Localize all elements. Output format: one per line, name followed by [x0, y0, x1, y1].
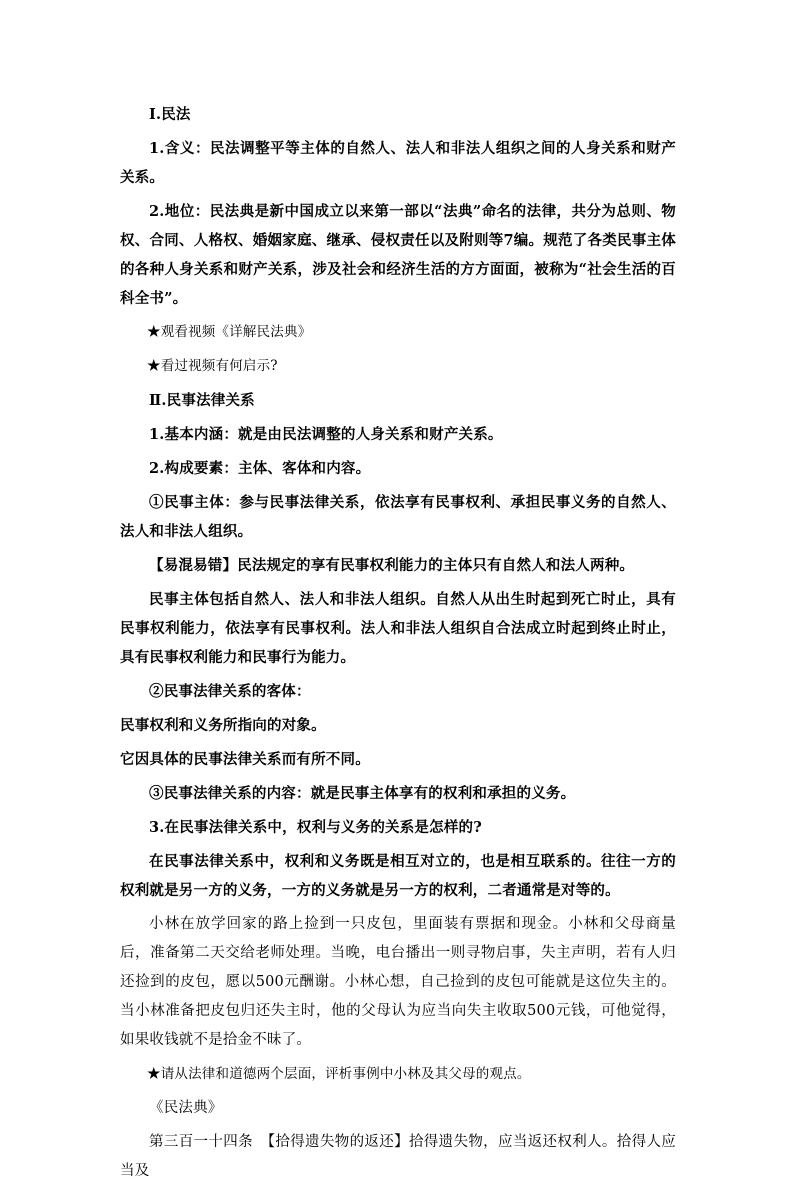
civil-code-status: 2.地位：民法典是新中国成立以来第一部以“法典”命名的法律，共分为总则、物权、合同、人格权、婚姻家庭、继承、侵权责任以及附则等7编。规范了各类民事主体的各种人身关系和财产关系，涉及社会和经济生活的方方面面，被称为“社会生活的百科全书”。 [120, 203, 676, 307]
section-heading-civil-law: Ⅰ.民法 [149, 106, 191, 123]
common-mistake: 【易混易错】民法规定的享有民事权利能力的主体只有自然人和法人两种。 [149, 557, 635, 574]
task-evaluate-case: ★请从法律和道德两个层面，评析事例中小林及其父母的观点。 [147, 1066, 531, 1082]
civil-subject-definition: ①民事主体：参与民事法律关系，依法享有民事权利、承担民事义务的自然人、法人和非法人组织。 [120, 494, 676, 540]
content-definition: ③民事法律关系的内容：就是民事主体享有的权利和承担的义务。 [149, 785, 576, 802]
task-video-inspiration: ★看过视频有何启示? [147, 358, 278, 374]
constituent-elements: 2.构成要素：主体、客体和内容。 [149, 460, 371, 477]
document-body [120, 100, 676, 1191]
section-heading-civil-legal-relations: Ⅱ.民事法律关系 [149, 392, 255, 409]
basic-connotation: 1.基本内涵：就是由民法调整的人身关系和财产关系。 [149, 426, 503, 443]
civil-law-definition: 1.含义：民法调整平等主体的自然人、法人和非法人组织之间的人身关系和财产关系。 [120, 140, 676, 186]
object-line-2: 它因具体的民事法律关系而有所不同。 [120, 751, 370, 768]
answer-rights-duties: 在民事法律关系中，权利和义务既是相互对立的，也是相互联系的。往往一方的权利就是另一方的义务，一方的义务就是另一方的权利，二者通常是对等的。 [120, 853, 676, 899]
object-heading: ②民事法律关系的客体： [149, 683, 311, 700]
object-line-1: 民事权利和义务所指向的对象。 [120, 717, 326, 734]
mistake-explanation: 民事主体包括自然人、法人和非法人组织。自然人从出生时起到死亡时止，具有民事权利能力，依法享有民事权利。法人和非法人组织自合法成立时起到终止时止，具有民事权利能力和民事行为能力。 [120, 591, 676, 666]
task-watch-video: ★观看视频《详解民法典》 [147, 324, 312, 340]
case-story: 小林在放学回家的路上捡到一只皮包，里面装有票据和现金。小林和父母商量后，准备第二天交给老师处理。当晚，电台播出一则寻物启事，失主声明，若有人归还捡到的皮包，愿以500元酬谢。小林心想，自己捡到的皮包可能就是这位失主的。当小林准备把皮包归还失主时，他的父母认为应当向失主收取500元钱，可他觉得，如果收钱就不是拾金不昧了。 [120, 916, 676, 1048]
article-314: 第三百一十四条 【拾得遗失物的返还】拾得遗失物，应当返还权利人。拾得人应当及 [120, 1134, 676, 1179]
civil-code-title: 《民法典》 [149, 1100, 223, 1116]
question-rights-duties: 3.在民事法律关系中，权利与义务的关系是怎样的? [149, 819, 482, 836]
